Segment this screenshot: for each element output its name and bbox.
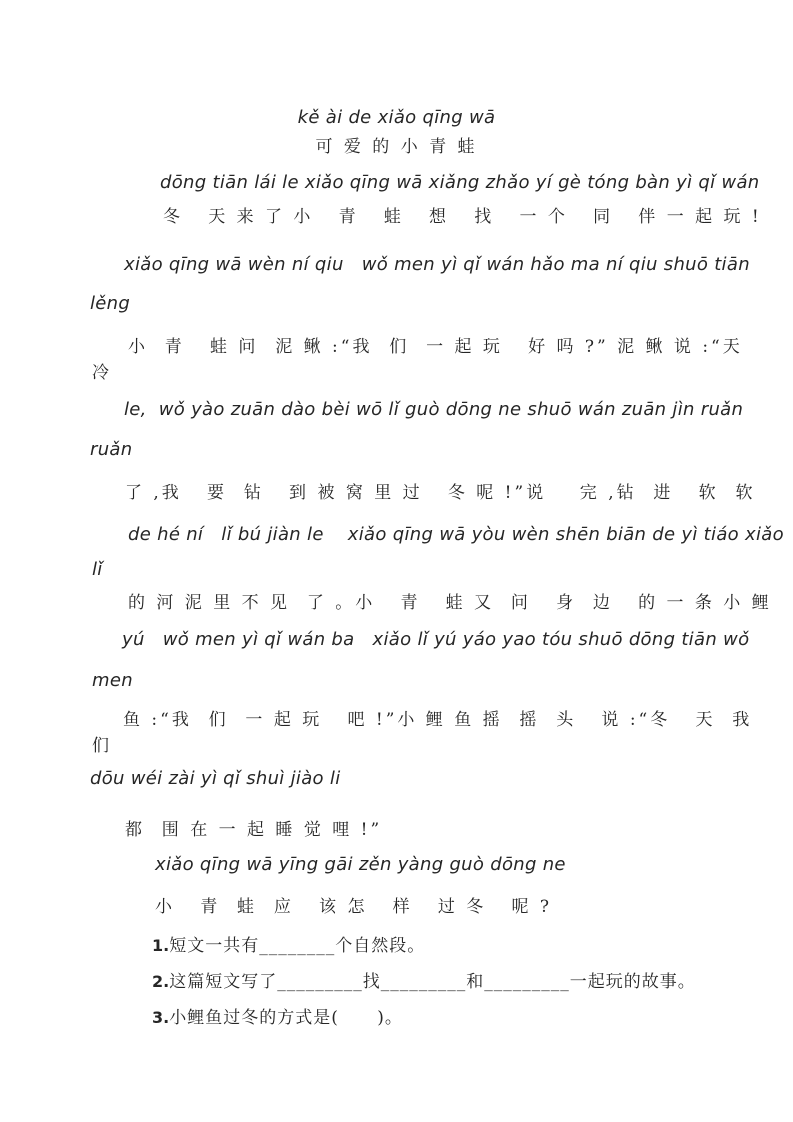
hanzi-line: 鱼 :“我 们 一 起 玩 吧 !”小 鲤 鱼 摇 摇 头 说 :“冬 天 我 xyxy=(123,710,753,730)
title-hanzi: 可 爱 的 小 青 蛙 xyxy=(315,137,478,157)
question-1 xyxy=(152,935,425,957)
question-1-text: 短文一共有________个自然段。 xyxy=(169,936,426,956)
pinyin-line-continuation: men xyxy=(92,670,133,691)
hanzi-line: 都 围 在 一 起 睡 觉 哩 !” xyxy=(125,820,383,840)
question-3-text: 小鲤鱼过冬的方式是( )。 xyxy=(169,1008,403,1028)
pinyin-line-continuation: lěng xyxy=(90,293,131,314)
hanzi-line: 了 ,我 要 钻 到 被 窝 里 过 冬 呢 !”说 完 ,钻 进 软 软 xyxy=(125,483,756,503)
hanzi-line: 小 青 蛙 问 泥 鳅 :“我 们 一 起 玩 好 吗 ?” 泥 鳅 说 :“天 xyxy=(128,337,743,357)
pinyin-line: le, wǒ yào zuān dào bèi wō lǐ guò dōng ne shuō wán zuān jìn ruǎn xyxy=(124,399,744,420)
hanzi-line: 小 青 蛙 应 该 怎 样 过 冬 呢 ? xyxy=(155,897,552,917)
pinyin-line: dōu wéi zài yì qǐ shuì jiào li xyxy=(90,768,341,789)
pinyin-line: xiǎo qīng wā wèn ní qiu wǒ men yì qǐ wán hǎo ma ní qiu shuō tiān xyxy=(124,254,750,275)
pinyin-line: yú wǒ men yì qǐ wán ba xiǎo lǐ yú yáo yao tóu shuō dōng tiān wǒ xyxy=(122,629,750,650)
question-3-number: 3. xyxy=(152,1008,170,1027)
hanzi-line-continuation: 冷 xyxy=(92,363,112,383)
hanzi-line: 冬 天 来 了 小 青 蛙 想 找 一 个 同 伴 一 起 玩 ! xyxy=(163,207,762,227)
question-2 xyxy=(152,971,696,993)
pinyin-line-continuation: ruǎn xyxy=(90,439,133,460)
pinyin-line: dōng tiān lái le xiǎo qīng wā xiǎng zhǎo yí gè tóng bàn yì qǐ wán xyxy=(160,172,760,193)
pinyin-line: xiǎo qīng wā yīng gāi zěn yàng guò dōng ne xyxy=(155,854,566,875)
question-1-number: 1. xyxy=(152,936,170,955)
question-3 xyxy=(152,1007,403,1029)
pinyin-line-continuation: lǐ xyxy=(92,559,103,580)
title-pinyin: kě ài de xiǎo qīng wā xyxy=(297,107,496,128)
pinyin-line: de hé ní lǐ bú jiàn le xiǎo qīng wā yòu wèn shēn biān de yì tiáo xiǎo xyxy=(128,524,784,545)
question-2-number: 2. xyxy=(152,972,170,991)
hanzi-line-continuation: 们 xyxy=(92,736,112,756)
question-2-text: 这篇短文写了_________找_________和_________一起玩的故事。 xyxy=(169,972,696,992)
hanzi-line: 的 河 泥 里 不 见 了 。小 青 蛙 又 问 身 边 的 一 条 小 鲤 xyxy=(128,593,772,613)
